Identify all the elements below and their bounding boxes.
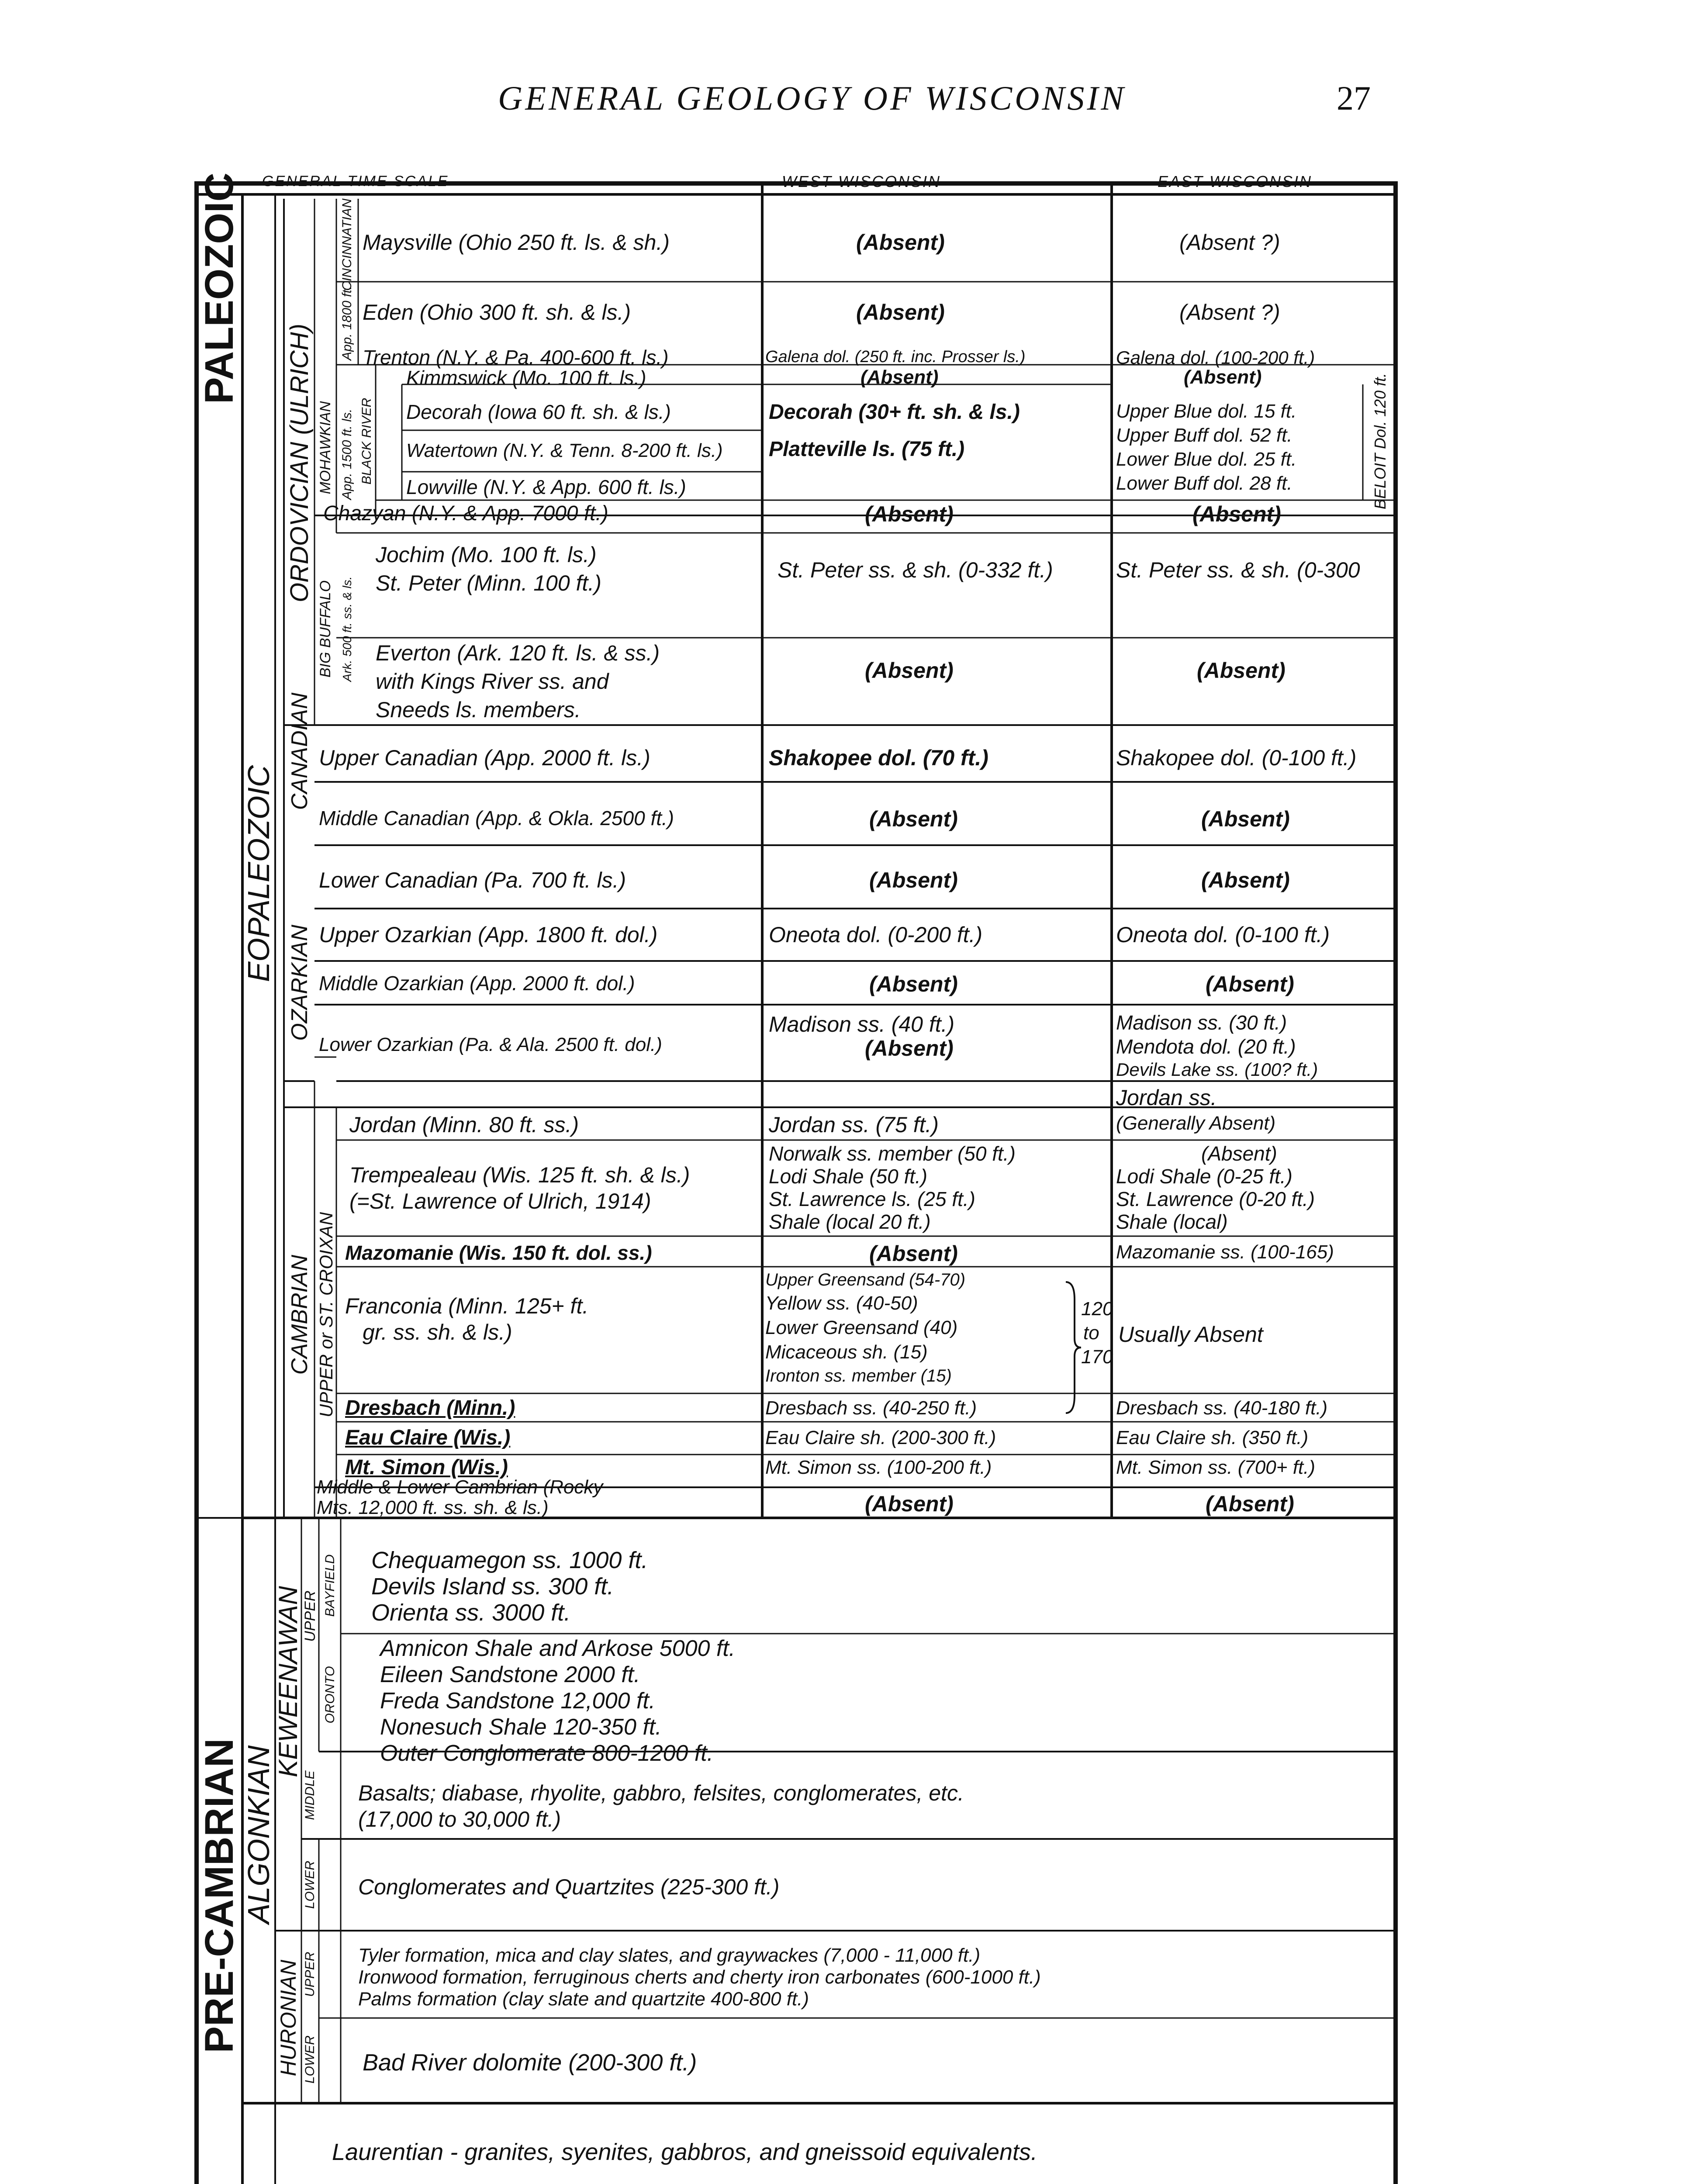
east-lower-canadian: (Absent) xyxy=(1201,868,1290,892)
west-franconia-2: Yellow ss. (40-50) xyxy=(765,1292,918,1314)
east-upper-canadian: Shakopee dol. (0-100 ft.) xyxy=(1116,746,1357,770)
east-middle-lower-cambrian: (Absent) xyxy=(1206,1492,1294,1516)
archean-laurentian: Laurentian - granites, syenites, gabbros, and gneissoid equivalents. xyxy=(332,2139,1038,2165)
time-chazyan: Chazyan (N.Y. & App. 7000 ft.) xyxy=(323,502,608,525)
era-eopaleozoic: EOPALEOZOIC xyxy=(242,765,276,982)
time-everton-2: with Kings River ss. and xyxy=(376,669,609,694)
bayfield-1: Chequamegon ss. 1000 ft. xyxy=(371,1547,648,1573)
east-middle-canadian: (Absent) xyxy=(1201,807,1290,831)
oronto-1: Amnicon Shale and Arkose 5000 ft. xyxy=(380,1636,736,1661)
west-franconia-3: Lower Greensand (40) xyxy=(765,1317,958,1338)
east-mazomanie: Mazomanie ss. (100-165) xyxy=(1116,1241,1334,1263)
east-devils-lake: Devils Lake ss. (100? ft.) xyxy=(1116,1059,1318,1080)
west-upper-canadian: Shakopee dol. (70 ft.) xyxy=(769,746,988,770)
east-trempealeau-4: Shale (local) xyxy=(1116,1210,1228,1233)
time-jochim: Jochim (Mo. 100 ft. ls.) xyxy=(376,543,597,567)
west-madison: Madison ss. (40 ft.) xyxy=(769,1012,955,1037)
west-trempealeau-3: St. Lawrence ls. (25 ft.) xyxy=(769,1188,975,1210)
east-madison: Madison ss. (30 ft.) xyxy=(1116,1011,1287,1034)
time-decorah: Decorah (Iowa 60 ft. sh. & ls.) xyxy=(406,401,671,423)
time-upper-ozarkian: Upper Ozarkian (App. 1800 ft. dol.) xyxy=(319,923,658,947)
keweenawan-lower: Conglomerates and Quartzites (225-300 ft.) xyxy=(358,1875,780,1899)
time-dresbach: Dresbach (Minn.) xyxy=(345,1396,515,1420)
label-cincinnatian-thickness: App. 1800 ft. xyxy=(340,286,354,361)
label-keweenawan-lower: LOWER xyxy=(303,1860,317,1909)
time-lowville: Lowville (N.Y. & App. 600 ft. ls.) xyxy=(406,476,686,498)
west-trenton: Galena dol. (250 ft. inc. Prosser ls.) xyxy=(765,348,1026,366)
west-everton: (Absent) xyxy=(865,658,954,683)
time-franconia: Franconia (Minn. 125+ ft. xyxy=(345,1294,589,1318)
west-lower-ozarkian-absent: (Absent) xyxy=(865,1036,954,1061)
east-eden: (Absent ?) xyxy=(1179,300,1280,325)
time-eden: Eden (Ohio 300 ft. sh. & ls.) xyxy=(363,300,631,325)
time-lower-ozarkian: Lower Ozarkian (Pa. & Ala. 2500 ft. dol.) xyxy=(319,1034,662,1055)
time-jordan: Jordan (Minn. 80 ft. ss.) xyxy=(349,1113,579,1137)
west-eau-claire: Eau Claire sh. (200-300 ft.) xyxy=(765,1427,996,1448)
east-kimmswick: (Absent) xyxy=(1184,366,1262,388)
east-dresbach: Dresbach ss. (40-180 ft.) xyxy=(1116,1397,1328,1419)
east-trempealeau-1: (Absent) xyxy=(1201,1142,1277,1165)
east-mt-simon: Mt. Simon ss. (700+ ft.) xyxy=(1116,1457,1316,1478)
east-blue-2: Upper Buff dol. 52 ft. xyxy=(1116,425,1292,446)
huronian-upper-2: Ironwood formation, ferruginous cherts and cherty iron carbonates (600-1000 ft.) xyxy=(358,1966,1041,1988)
time-trempealeau-2: (=St. Lawrence of Ulrich, 1914) xyxy=(349,1189,651,1213)
label-mohawkian: MOHAWKIAN xyxy=(317,401,334,494)
label-bayfield: BAYFIELD xyxy=(323,1554,337,1617)
west-franconia-4: Micaceous sh. (15) xyxy=(765,1341,928,1363)
keweenawan-middle-1: Basalts; diabase, rhyolite, gabbro, felsites, conglomerates, etc. xyxy=(358,1781,964,1805)
system-ordovician: ORDOVICIAN (ULRICH) xyxy=(285,323,314,603)
time-mt-simon: Mt. Simon (Wis.) xyxy=(345,1456,508,1479)
east-everton: (Absent) xyxy=(1197,658,1286,683)
time-maysville: Maysville (Ohio 250 ft. ls. & sh.) xyxy=(363,230,670,255)
label-keweenawan-middle: MIDDLE xyxy=(303,1770,317,1820)
west-lower-canadian: (Absent) xyxy=(869,868,958,892)
west-franconia-1: Upper Greensand (54-70) xyxy=(765,1270,966,1289)
time-everton-3: Sneeds ls. members. xyxy=(376,698,581,722)
column-header-time: GENERAL TIME SCALE xyxy=(262,173,449,190)
east-st-peter: St. Peter ss. & sh. (0-300 xyxy=(1116,558,1360,582)
time-trempealeau: Trempealeau (Wis. 125 ft. sh. & ls.) xyxy=(349,1163,690,1187)
west-franconia-range-1: 120 xyxy=(1081,1298,1113,1320)
label-big-buffalo: BIG BUFFALO xyxy=(317,580,334,678)
east-middle-ozarkian: (Absent) xyxy=(1206,972,1294,996)
system-ozarkian: OZARKIAN xyxy=(287,925,312,1041)
label-cincinnatian: CINCINNATIAN xyxy=(340,198,354,291)
time-middle-canadian: Middle Canadian (App. & Okla. 2500 ft.) xyxy=(319,807,674,829)
west-trempealeau-1: Norwalk ss. member (50 ft.) xyxy=(769,1142,1016,1165)
east-trempealeau-3: St. Lawrence (0-20 ft.) xyxy=(1116,1188,1315,1210)
east-upper-ozarkian: Oneota dol. (0-100 ft.) xyxy=(1116,923,1330,947)
west-maysville: (Absent) xyxy=(856,230,945,255)
label-mohawkian-thickness: App. 1500 ft. ls. xyxy=(340,408,354,500)
column-header-east: EAST WISCONSIN xyxy=(1158,173,1313,190)
east-eau-claire: Eau Claire sh. (350 ft.) xyxy=(1116,1427,1309,1448)
west-franconia-range-2: to xyxy=(1083,1322,1099,1344)
time-upper-canadian: Upper Canadian (App. 2000 ft. ls.) xyxy=(319,746,650,770)
page-title: GENERAL GEOLOGY OF WISCONSIN xyxy=(498,79,1127,117)
west-middle-lower-cambrian: (Absent) xyxy=(865,1492,954,1516)
east-blue-3: Lower Blue dol. 25 ft. xyxy=(1116,449,1297,470)
west-jordan: Jordan ss. (75 ft.) xyxy=(769,1113,939,1137)
east-franconia: Usually Absent xyxy=(1118,1322,1263,1347)
west-kimmswick: (Absent) xyxy=(861,366,939,388)
east-mendota: Mendota dol. (20 ft.) xyxy=(1116,1035,1296,1058)
east-blue-4: Lower Buff dol. 28 ft. xyxy=(1116,473,1292,494)
time-trenton: Trenton (N.Y. & Pa. 400-600 ft. ls.) xyxy=(363,346,669,369)
east-jordan: Jordan ss. xyxy=(1116,1085,1217,1110)
column-header-west: WEST WISCONSIN xyxy=(782,173,941,190)
label-huronian-lower: LOWER xyxy=(303,2035,317,2084)
label-keweenawan-upper: UPPER xyxy=(302,1590,318,1642)
west-middle-canadian: (Absent) xyxy=(869,807,958,831)
west-dresbach: Dresbach ss. (40-250 ft.) xyxy=(765,1397,977,1419)
time-kimmswick: Kimmswick (Mo. 100 ft. ls.) xyxy=(406,366,646,389)
time-middle-lower-cambrian: Middle & Lower Cambrian (Rocky xyxy=(317,1476,603,1498)
label-beloit: BELOIT Dol. 120 ft. xyxy=(1371,373,1389,510)
west-chazyan: (Absent) xyxy=(865,502,954,526)
time-franconia-2: gr. ss. sh. & ls.) xyxy=(363,1320,512,1344)
era-paleozoic: PALEOZOIC xyxy=(197,173,242,404)
west-trempealeau-4: Shale (local 20 ft.) xyxy=(769,1210,931,1233)
huronian-upper-1: Tyler formation, mica and clay slates, and graywackes (7,000 - 11,000 ft.) xyxy=(358,1945,981,1966)
era-keweenawan: KEWEENAWAN xyxy=(273,1586,303,1777)
label-upper-or-st-croixan: UPPER or ST. CROIXAN xyxy=(316,1212,336,1417)
label-black-river: BLACK RIVER xyxy=(359,397,374,485)
oronto-3: Freda Sandstone 12,000 ft. xyxy=(380,1688,656,1714)
era-pre-cambrian: PRE-CAMBRIAN xyxy=(197,1738,242,2053)
west-trempealeau-2: Lodi Shale (50 ft.) xyxy=(769,1165,928,1188)
oronto-2: Eileen Sandstone 2000 ft. xyxy=(380,1662,640,1687)
west-middle-ozarkian: (Absent) xyxy=(869,972,958,996)
huronian-lower: Bad River dolomite (200-300 ft.) xyxy=(363,2049,697,2076)
west-franconia-range-3: 170 xyxy=(1081,1346,1113,1368)
time-lower-canadian: Lower Canadian (Pa. 700 ft. ls.) xyxy=(319,868,626,892)
time-eau-claire: Eau Claire (Wis.) xyxy=(345,1426,511,1449)
oronto-5: Outer Conglomerate 800-1200 ft. xyxy=(380,1741,714,1766)
time-everton: Everton (Ark. 120 ft. ls. & ss.) xyxy=(376,641,660,665)
east-trenton: Galena dol. (100-200 ft.) xyxy=(1116,347,1315,368)
west-mazomanie: (Absent) xyxy=(869,1241,958,1266)
label-big-buffalo-thickness: Ark. 500 ft. ss. & ls. xyxy=(340,576,354,682)
bayfield-2: Devils Island ss. 300 ft. xyxy=(371,1573,614,1600)
huronian-upper-3: Palms formation (clay slate and quartzite 400-800 ft.) xyxy=(358,1988,809,2010)
east-trempealeau-2: Lodi Shale (0-25 ft.) xyxy=(1116,1165,1293,1188)
keweenawan-middle-2: (17,000 to 30,000 ft.) xyxy=(358,1807,561,1832)
page-number: 27 xyxy=(1337,79,1371,117)
time-st-peter: St. Peter (Minn. 100 ft.) xyxy=(376,571,601,595)
system-canadian: CANADIAN xyxy=(287,692,312,810)
west-franconia-5: Ironton ss. member (15) xyxy=(765,1366,952,1386)
east-jordan-2: (Generally Absent) xyxy=(1116,1113,1276,1134)
time-watertown: Watertown (N.Y. & Tenn. 8-200 ft. ls.) xyxy=(406,440,723,461)
era-algonkian: ALGONKIAN xyxy=(242,1745,276,1924)
time-mazomanie: Mazomanie (Wis. 150 ft. dol. ss.) xyxy=(345,1241,652,1264)
era-huronian: HURONIAN xyxy=(276,1959,301,2077)
east-chazyan: (Absent) xyxy=(1192,502,1281,526)
system-cambrian: CAMBRIAN xyxy=(287,1254,312,1375)
west-watertown: Platteville ls. (75 ft.) xyxy=(769,438,965,461)
west-st-peter: St. Peter ss. & sh. (0-332 ft.) xyxy=(778,558,1053,582)
time-middle-lower-cambrian-2: Mts. 12,000 ft. ss. sh. & ls.) xyxy=(317,1497,549,1518)
east-blue-1: Upper Blue dol. 15 ft. xyxy=(1116,401,1297,422)
time-middle-ozarkian: Middle Ozarkian (App. 2000 ft. dol.) xyxy=(319,972,635,995)
label-oronto: ORONTO xyxy=(323,1666,337,1724)
west-eden: (Absent) xyxy=(856,300,945,325)
west-upper-ozarkian: Oneota dol. (0-200 ft.) xyxy=(769,923,983,947)
oronto-4: Nonesuch Shale 120-350 ft. xyxy=(380,1714,662,1740)
west-mt-simon: Mt. Simon ss. (100-200 ft.) xyxy=(765,1457,992,1478)
label-huronian-upper: UPPER xyxy=(303,1952,317,1997)
east-maysville: (Absent ?) xyxy=(1179,230,1280,255)
bayfield-3: Orienta ss. 3000 ft. xyxy=(371,1600,571,1626)
west-decorah: Decorah (30+ ft. sh. & ls.) xyxy=(769,401,1020,424)
